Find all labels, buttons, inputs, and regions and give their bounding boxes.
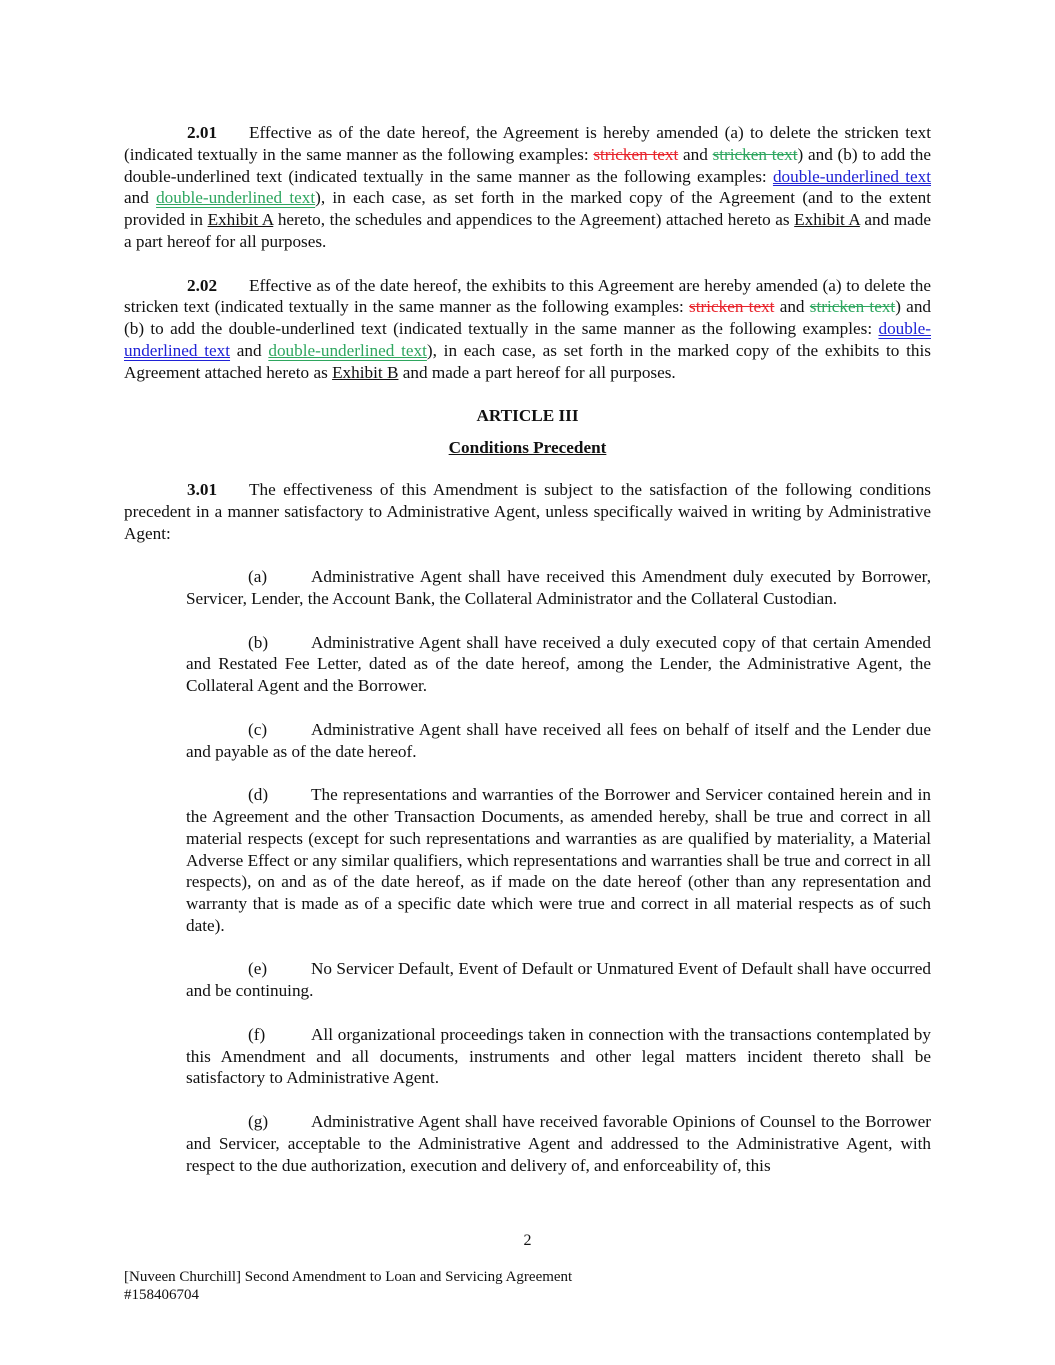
condition-item: (b) Administrative Agent shall have received a duly executed copy of that certain Amended and Restated Fee Letter, dated as of the date hereof, among the Lender, the Administrative Agent, the Collateral Agent and the Borrower.	[186, 632, 931, 696]
item-label: (a)	[248, 567, 268, 587]
item-label: (d)	[248, 785, 269, 805]
condition-item: (e) No Servicer Default, Event of Default or Unmatured Event of Default shall have occurred and be continuing.	[186, 959, 931, 1001]
stricken-text-red: stricken text	[593, 144, 679, 164]
double-underlined-blue: double-underlined text	[124, 319, 931, 360]
section-2-02: 2.02 Effective as of the date hereof, the exhibits to this Agreement are hereby amended (a) to delete the stricken text (indicated textually in the same manner as the following examples: stricken text and stricken text) and (b) to add the double-underlined text (indicated textually in the same manner as the following examples: double-underlined text and double-underlined text), in each case, as set forth in the marked copy of the exhibits to this Agreement attached hereto as Exhibit B and made a part hereof for all purposes.	[124, 275, 932, 382]
double-underlined-green: double-underlined text	[156, 188, 316, 208]
stricken-text-green: stricken text	[809, 297, 896, 317]
section-number: 2.01	[187, 123, 218, 142]
page-number: 2	[523, 1232, 532, 1249]
condition-item: (a) Administrative Agent shall have received this Amendment duly executed by Borrower, Servicer, Lender, the Account Bank, the Collateral Administrator and the Collateral Custodian.	[186, 567, 931, 608]
condition-item: (c) Administrative Agent shall have received all fees on behalf of itself and the Lender due and payable as of the date hereof.	[186, 719, 931, 761]
exhibit-b-ref: Exhibit B	[332, 362, 399, 382]
exhibit-a-ref: Exhibit A	[207, 210, 274, 230]
document-page	[124, 122, 931, 1176]
document-footer	[124, 1268, 572, 1304]
item-label: (e)	[248, 959, 268, 979]
article-heading: Conditions Precedent	[448, 438, 607, 458]
condition-item: (g) Administrative Agent shall have received favorable Opinions of Counsel to the Borrower and Servicer, acceptable to the Administrative Agent and addressed to the Administrative Agent, with respect to the due authorization, execution and delivery of, and enforceability of, this	[186, 1112, 931, 1175]
item-label: (b)	[248, 632, 269, 652]
exhibit-a-ref: Exhibit A	[794, 210, 860, 230]
double-underlined-green: double-underlined text	[268, 340, 427, 360]
footer-doc-id: #158406704	[124, 1287, 199, 1303]
condition-item: (d) The representations and warranties of the Borrower and Servicer contained herein and in the Agreement and the other Transaction Documents, as amended hereby, shall be true and correct in all material respects (except for such representations and warranties as are qualified by materiality, a Material Adverse Effect or any similar qualifiers, which representations and warranties shall be true and correct in all respects), on and as of the date hereof, as if made on the date hereof (other than any representation and warranty that is made as of a specific date which were true and correct in all material respects as of such date).	[186, 785, 931, 935]
condition-item: (f) All organizational proceedings taken in connection with the transactions contemplated by this Amendment and all documents, instruments and other legal matters incident thereto shall be satisfactory to Administrative Agent.	[186, 1024, 931, 1088]
item-label: (c)	[248, 719, 268, 739]
section-3-01: 3.01 The effectiveness of this Amendment is subject to the satisfaction of the following conditions precedent in a manner satisfactory to Administrative Agent, unless specifically waived in writing by Administrative Agent:	[124, 479, 931, 543]
section-number: 3.01	[187, 479, 218, 499]
section-number: 2.02	[187, 275, 218, 295]
item-label: (f)	[248, 1024, 266, 1044]
article-title: ARTICLE III	[476, 406, 579, 426]
double-underlined-blue: double-underlined text	[772, 166, 932, 186]
footer-title: [Nuveen Churchill] Second Amendment to Loan and Servicing Agreement	[124, 1269, 573, 1285]
item-label: (g)	[248, 1112, 269, 1132]
section-2-01: 2.01 Effective as of the date hereof, the Agreement is hereby amended (a) to delete the stricken text (indicated textually in the same manner as the following examples: stricken text and stricken text) and (b) to add the double-underlined text (indicated textually in the same manner as the following examples: double-underlined text and double-underlined text), in each case, as set forth in the marked copy of the Agreement (and to the extent provided in Exhibit A hereto, the schedules and appendices to the Agreement) attached hereto as Exhibit A and made a part hereof for all purposes.	[124, 123, 932, 251]
stricken-text-green: stricken text	[712, 144, 798, 164]
stricken-text-red: stricken text	[689, 297, 775, 317]
